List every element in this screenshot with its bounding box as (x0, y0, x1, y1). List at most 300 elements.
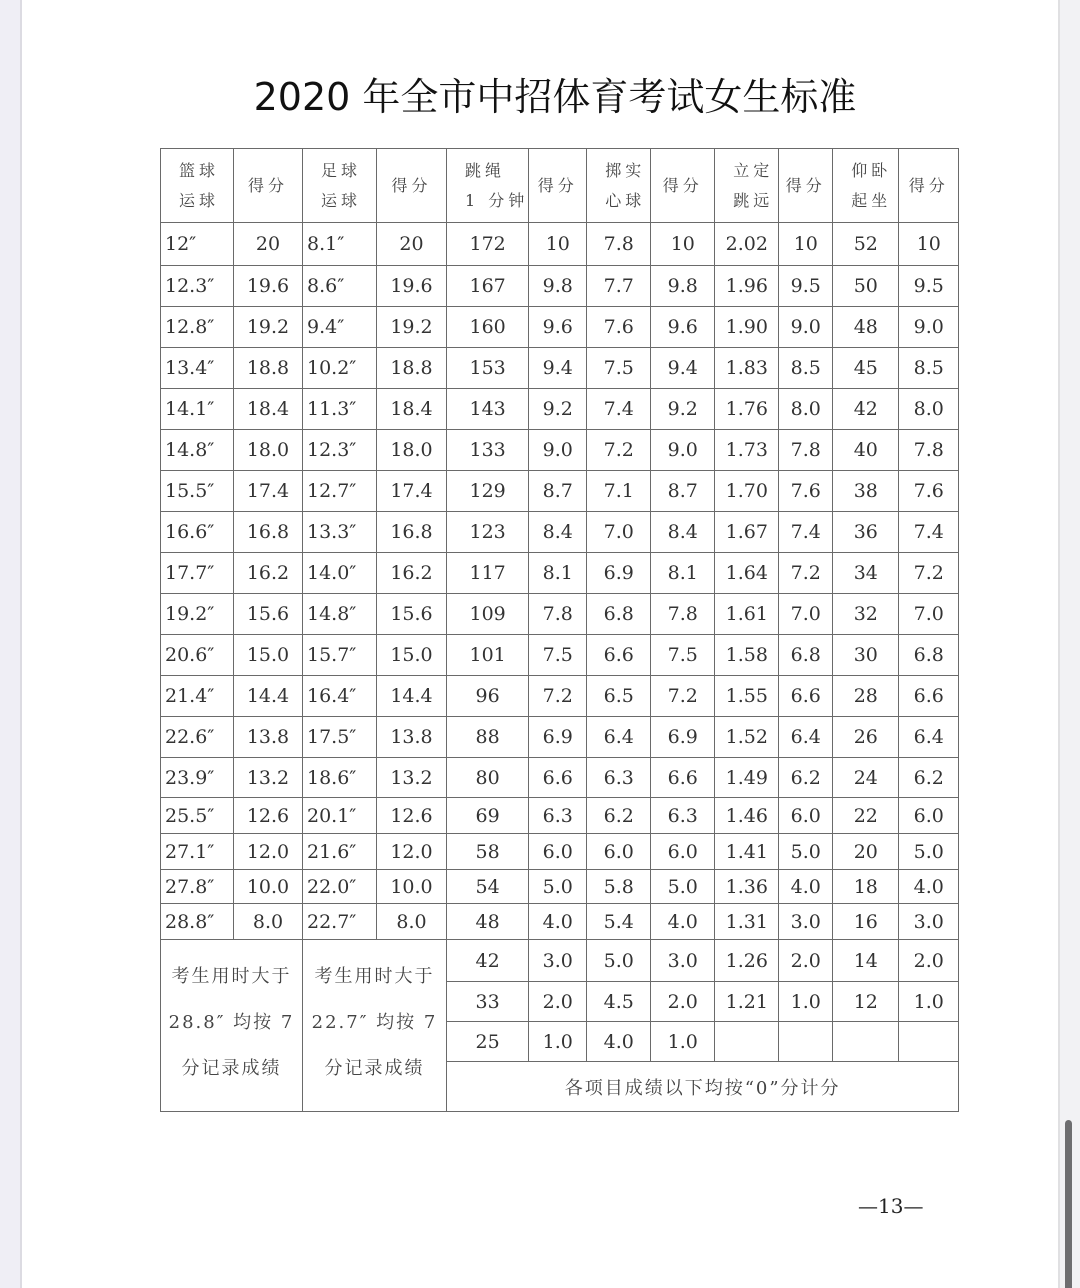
table-cell: 14.4 (377, 676, 447, 717)
table-cell: 7.8 (651, 594, 715, 635)
header-label-line2: 心球 (605, 190, 646, 210)
table-cell: 117 (447, 553, 529, 594)
table-cell: 6.2 (779, 758, 833, 798)
header-score-7 (651, 149, 715, 223)
scrollbar-thumb[interactable] (1065, 1120, 1072, 1288)
table-cell: 6.5 (587, 676, 651, 717)
table-cell: 14.8″ (161, 430, 234, 471)
table-cell: 24 (833, 758, 899, 798)
table-cell: 7.2 (529, 676, 587, 717)
table-cell: 13.4″ (161, 348, 234, 389)
note-line: 分记录成绩 (324, 1058, 425, 1079)
table-cell: 143 (447, 389, 529, 430)
table-cell: 7.8 (587, 223, 651, 266)
table-cell: 20.1″ (303, 798, 377, 834)
table-cell: 129 (447, 471, 529, 512)
header-football (303, 149, 377, 223)
table-cell: 2.0 (651, 982, 715, 1022)
table-cell: 8.5 (899, 348, 959, 389)
table-cell: 50 (833, 266, 899, 307)
header-score-3 (377, 149, 447, 223)
table-cell: 38 (833, 471, 899, 512)
table-cell: 7.1 (587, 471, 651, 512)
table-cell: 1.67 (715, 512, 779, 553)
table-cell: 133 (447, 430, 529, 471)
note-line: 22.7″ 均按 7 (311, 1012, 438, 1033)
table-cell: 5.0 (779, 834, 833, 870)
table-cell: 32 (833, 594, 899, 635)
table-cell: 13.2 (234, 758, 303, 798)
table-cell: 9.4 (529, 348, 587, 389)
table-cell: 19.2 (234, 307, 303, 348)
table-row (161, 635, 959, 676)
table-cell: 7.6 (587, 307, 651, 348)
note-line: 考生用时大于 (171, 966, 292, 987)
table-cell: 6.6 (899, 676, 959, 717)
table-cell: 20 (234, 223, 303, 266)
table-cell: 14 (833, 940, 899, 982)
table-cell: 26 (833, 717, 899, 758)
table-cell: 6.2 (899, 758, 959, 798)
table-cell: 7.0 (587, 512, 651, 553)
table-cell: 9.0 (529, 430, 587, 471)
header-label-line1: 得分 (391, 175, 432, 195)
header-label-line1: 仰卧 (851, 160, 892, 180)
table-cell: 28 (833, 676, 899, 717)
table-row (161, 717, 959, 758)
header-label-line2: 起坐 (851, 190, 892, 210)
table-cell: 109 (447, 594, 529, 635)
table-cell (899, 1022, 959, 1062)
table-cell: 9.0 (899, 307, 959, 348)
table-cell (779, 1022, 833, 1062)
table-row (161, 223, 959, 266)
table-cell: 1.49 (715, 758, 779, 798)
table-cell (715, 1022, 779, 1062)
table-cell: 12.0 (377, 834, 447, 870)
table-cell: 4.5 (587, 982, 651, 1022)
header-score-5 (529, 149, 587, 223)
table-cell: 3.0 (899, 904, 959, 940)
table-row (161, 512, 959, 553)
table-cell: 7.2 (899, 553, 959, 594)
header-label-line1: 得分 (537, 175, 578, 195)
table-cell: 1.41 (715, 834, 779, 870)
table-cell: 8.5 (779, 348, 833, 389)
header-basketball (161, 149, 234, 223)
table-cell: 8.7 (651, 471, 715, 512)
table-cell: 12.8″ (161, 307, 234, 348)
table-cell: 7.2 (587, 430, 651, 471)
table-cell: 8.0 (899, 389, 959, 430)
header-score-11 (899, 149, 959, 223)
table-cell: 18.0 (377, 430, 447, 471)
table-cell: 7.6 (779, 471, 833, 512)
table-cell: 7.2 (651, 676, 715, 717)
header-label-line2: 运球 (321, 190, 362, 210)
table-cell: 9.0 (651, 430, 715, 471)
table-cell: 8.1 (529, 553, 587, 594)
table-cell: 14.8″ (303, 594, 377, 635)
left-margin (0, 0, 22, 1288)
table-cell: 167 (447, 266, 529, 307)
table-cell: 4.0 (587, 1022, 651, 1062)
table-cell: 160 (447, 307, 529, 348)
table-cell: 15.7″ (303, 635, 377, 676)
table-cell: 10.0 (234, 870, 303, 904)
table-row (161, 798, 959, 834)
table-cell: 9.0 (779, 307, 833, 348)
table-cell: 20 (833, 834, 899, 870)
table-cell: 1.83 (715, 348, 779, 389)
table-row (161, 594, 959, 635)
table-cell: 7.7 (587, 266, 651, 307)
table-cell: 18.8 (234, 348, 303, 389)
table-cell: 6.6 (529, 758, 587, 798)
table-cell: 30 (833, 635, 899, 676)
basketball-note (161, 940, 303, 1112)
table-cell: 1.73 (715, 430, 779, 471)
table-cell: 153 (447, 348, 529, 389)
table-cell: 12.6 (234, 798, 303, 834)
table-cell (833, 1022, 899, 1062)
table-cell: 1.0 (651, 1022, 715, 1062)
table-cell: 5.8 (587, 870, 651, 904)
header-label-line1: 得分 (785, 175, 826, 195)
table-row (161, 348, 959, 389)
table-cell: 15.5″ (161, 471, 234, 512)
table-cell: 8.7 (529, 471, 587, 512)
table-cell: 6.9 (587, 553, 651, 594)
table-cell: 9.8 (651, 266, 715, 307)
table-cell: 16.2 (234, 553, 303, 594)
table-cell: 18.4 (377, 389, 447, 430)
table-cell: 3.0 (651, 940, 715, 982)
table-cell: 20 (377, 223, 447, 266)
table-cell: 8.6″ (303, 266, 377, 307)
table-cell: 7.8 (529, 594, 587, 635)
table-cell: 9.4″ (303, 307, 377, 348)
table-cell: 6.0 (587, 834, 651, 870)
table-cell: 5.0 (899, 834, 959, 870)
table-cell: 7.0 (779, 594, 833, 635)
table-cell: 22.0″ (303, 870, 377, 904)
table-cell: 25.5″ (161, 798, 234, 834)
table-cell: 7.2 (779, 553, 833, 594)
table-cell: 4.0 (899, 870, 959, 904)
table-cell: 6.3 (587, 758, 651, 798)
table-cell: 1.46 (715, 798, 779, 834)
table-cell: 42 (447, 940, 529, 982)
scrollbar-track[interactable] (1058, 0, 1080, 1288)
table-cell: 18.4 (234, 389, 303, 430)
header-label-line2: 运球 (179, 190, 220, 210)
table-row (161, 553, 959, 594)
table-cell: 12″ (161, 223, 234, 266)
header-label-line1: 得分 (247, 175, 288, 195)
table-row (161, 834, 959, 870)
table-cell: 13.3″ (303, 512, 377, 553)
table-cell: 15.0 (377, 635, 447, 676)
note-line: 考生用时大于 (314, 966, 435, 987)
table-cell: 12 (833, 982, 899, 1022)
table-cell: 7.8 (779, 430, 833, 471)
table-cell: 48 (447, 904, 529, 940)
table-cell: 2.0 (529, 982, 587, 1022)
table-cell: 5.0 (529, 870, 587, 904)
table-cell: 101 (447, 635, 529, 676)
table-cell: 9.6 (651, 307, 715, 348)
table-cell: 21.6″ (303, 834, 377, 870)
table-cell: 6.9 (651, 717, 715, 758)
table-cell: 18.6″ (303, 758, 377, 798)
table-cell: 10 (899, 223, 959, 266)
table-cell: 1.21 (715, 982, 779, 1022)
table-cell: 8.1″ (303, 223, 377, 266)
table-cell: 5.0 (651, 870, 715, 904)
table-cell: 17.4 (377, 471, 447, 512)
table-cell: 7.5 (651, 635, 715, 676)
table-cell: 12.7″ (303, 471, 377, 512)
table-cell: 12.3″ (161, 266, 234, 307)
table-cell: 12.3″ (303, 430, 377, 471)
table-cell: 8.1 (651, 553, 715, 594)
table-cell: 7.6 (899, 471, 959, 512)
table-cell: 8.0 (377, 904, 447, 940)
page-number: —13— (858, 1194, 924, 1218)
table-cell: 42 (833, 389, 899, 430)
table-cell: 4.0 (779, 870, 833, 904)
table-cell: 96 (447, 676, 529, 717)
table-cell: 1.90 (715, 307, 779, 348)
table-cell: 16.8 (377, 512, 447, 553)
header-score-1 (234, 149, 303, 223)
table-cell: 23.9″ (161, 758, 234, 798)
table-cell: 1.61 (715, 594, 779, 635)
table-cell: 7.5 (587, 348, 651, 389)
table-cell: 9.5 (779, 266, 833, 307)
table-cell: 6.3 (529, 798, 587, 834)
header-label-line1: 掷实 (605, 160, 646, 180)
table-cell: 14.4 (234, 676, 303, 717)
table-row (161, 676, 959, 717)
table-cell: 15.0 (234, 635, 303, 676)
table-cell: 4.0 (651, 904, 715, 940)
table-cell: 6.6 (779, 676, 833, 717)
table-cell: 34 (833, 553, 899, 594)
table-cell: 18.0 (234, 430, 303, 471)
table-cell: 36 (833, 512, 899, 553)
table-cell: 33 (447, 982, 529, 1022)
table-cell: 16 (833, 904, 899, 940)
table-cell: 6.4 (779, 717, 833, 758)
table-cell: 6.0 (899, 798, 959, 834)
table-cell: 7.5 (529, 635, 587, 676)
table-cell: 88 (447, 717, 529, 758)
header-label-line2: 1 分钟 (465, 190, 529, 210)
table-cell: 2.0 (779, 940, 833, 982)
header-label-line1: 得分 (662, 175, 703, 195)
table-cell: 25 (447, 1022, 529, 1062)
table-cell: 16.2 (377, 553, 447, 594)
table-row (161, 904, 959, 940)
table-cell: 18 (833, 870, 899, 904)
table-cell: 1.58 (715, 635, 779, 676)
table-cell: 7.4 (779, 512, 833, 553)
table-cell: 1.0 (899, 982, 959, 1022)
page-title: 2020 年全市中招体育考试女生标准 (253, 75, 857, 119)
table-cell: 45 (833, 348, 899, 389)
table-row (161, 307, 959, 348)
table-cell: 9.2 (529, 389, 587, 430)
table-cell: 12.0 (234, 834, 303, 870)
table-cell: 9.2 (651, 389, 715, 430)
table-cell: 12.6 (377, 798, 447, 834)
table-cell: 7.4 (587, 389, 651, 430)
note-line: 分记录成绩 (181, 1058, 282, 1079)
table-cell: 6.4 (587, 717, 651, 758)
table-cell: 14.1″ (161, 389, 234, 430)
table-cell: 1.70 (715, 471, 779, 512)
table-cell: 13.8 (234, 717, 303, 758)
table-cell: 6.9 (529, 717, 587, 758)
table-cell: 18.8 (377, 348, 447, 389)
table-cell: 8.0 (779, 389, 833, 430)
table-row (161, 389, 959, 430)
table-cell: 172 (447, 223, 529, 266)
table-cell: 9.4 (651, 348, 715, 389)
table-cell: 6.6 (587, 635, 651, 676)
table-row (161, 758, 959, 798)
table-cell: 1.76 (715, 389, 779, 430)
table-cell: 1.55 (715, 676, 779, 717)
table-cell: 1.96 (715, 266, 779, 307)
table-cell: 6.3 (651, 798, 715, 834)
table-cell: 1.26 (715, 940, 779, 982)
table-row (161, 430, 959, 471)
table-cell: 123 (447, 512, 529, 553)
table-cell: 6.8 (779, 635, 833, 676)
table-cell: 19.2 (377, 307, 447, 348)
table-cell: 22.7″ (303, 904, 377, 940)
table-cell: 19.6 (377, 266, 447, 307)
table-cell: 10 (651, 223, 715, 266)
table-cell: 27.8″ (161, 870, 234, 904)
table-cell: 6.2 (587, 798, 651, 834)
table-cell: 1.0 (779, 982, 833, 1022)
table-cell: 20.6″ (161, 635, 234, 676)
header-label-line1: 篮球 (179, 160, 220, 180)
header-rope (447, 149, 529, 223)
table-cell: 6.8 (587, 594, 651, 635)
table-cell: 22 (833, 798, 899, 834)
table-cell: 13.8 (377, 717, 447, 758)
table-cell: 6.6 (651, 758, 715, 798)
table-cell: 48 (833, 307, 899, 348)
table-cell: 1.36 (715, 870, 779, 904)
table-cell: 16.6″ (161, 512, 234, 553)
table-cell: 58 (447, 834, 529, 870)
table-cell: 40 (833, 430, 899, 471)
table-row (161, 870, 959, 904)
header-longjump (715, 149, 779, 223)
table-cell: 19.2″ (161, 594, 234, 635)
header-label-line2: 跳远 (733, 190, 774, 210)
table-cell: 16.8 (234, 512, 303, 553)
table-cell: 5.0 (587, 940, 651, 982)
table-cell: 19.6 (234, 266, 303, 307)
header-label-line1: 得分 (908, 175, 949, 195)
table-cell: 7.8 (899, 430, 959, 471)
table-cell: 6.0 (779, 798, 833, 834)
table-cell: 7.4 (899, 512, 959, 553)
table-cell: 17.4 (234, 471, 303, 512)
table-cell: 6.0 (529, 834, 587, 870)
table-cell: 52 (833, 223, 899, 266)
table-row (161, 471, 959, 512)
header-label-line1: 足球 (321, 160, 362, 180)
table-cell: 8.4 (651, 512, 715, 553)
table-cell: 8.4 (529, 512, 587, 553)
table-cell: 3.0 (779, 904, 833, 940)
table-cell: 10 (779, 223, 833, 266)
table-cell: 15.6 (377, 594, 447, 635)
table-cell: 1.52 (715, 717, 779, 758)
table-cell: 15.6 (234, 594, 303, 635)
table-cell: 1.0 (529, 1022, 587, 1062)
table-cell: 28.8″ (161, 904, 234, 940)
header-row (161, 149, 959, 223)
header-situps (833, 149, 899, 223)
header-label-line1: 立定 (733, 160, 774, 180)
header-shotput (587, 149, 651, 223)
table-cell: 2.0 (899, 940, 959, 982)
table-cell: 17.7″ (161, 553, 234, 594)
table-cell: 6.0 (651, 834, 715, 870)
table-cell: 3.0 (529, 940, 587, 982)
table-cell: 80 (447, 758, 529, 798)
table-cell: 14.0″ (303, 553, 377, 594)
table-cell: 17.5″ (303, 717, 377, 758)
table-cell: 21.4″ (161, 676, 234, 717)
header-label-line1: 跳绳 (465, 160, 506, 180)
table-cell: 7.0 (899, 594, 959, 635)
table-cell: 10.0 (377, 870, 447, 904)
football-note (303, 940, 447, 1112)
table-cell: 27.1″ (161, 834, 234, 870)
table-cell: 54 (447, 870, 529, 904)
table-cell: 10.2″ (303, 348, 377, 389)
table-row (161, 266, 959, 307)
table-cell: 11.3″ (303, 389, 377, 430)
table-cell: 4.0 (529, 904, 587, 940)
header-score-9 (779, 149, 833, 223)
zero-score-note: 各项目成绩以下均按“0”分计分 (447, 1062, 959, 1112)
table-cell: 13.2 (377, 758, 447, 798)
table-cell: 9.5 (899, 266, 959, 307)
table-cell: 6.4 (899, 717, 959, 758)
table-cell: 2.02 (715, 223, 779, 266)
table-row-lower (161, 940, 959, 982)
table-cell: 69 (447, 798, 529, 834)
table-cell: 10 (529, 223, 587, 266)
table-cell: 5.4 (587, 904, 651, 940)
table-cell: 1.31 (715, 904, 779, 940)
table-cell: 8.0 (234, 904, 303, 940)
table-cell: 9.6 (529, 307, 587, 348)
table-cell: 16.4″ (303, 676, 377, 717)
table-cell: 6.8 (899, 635, 959, 676)
